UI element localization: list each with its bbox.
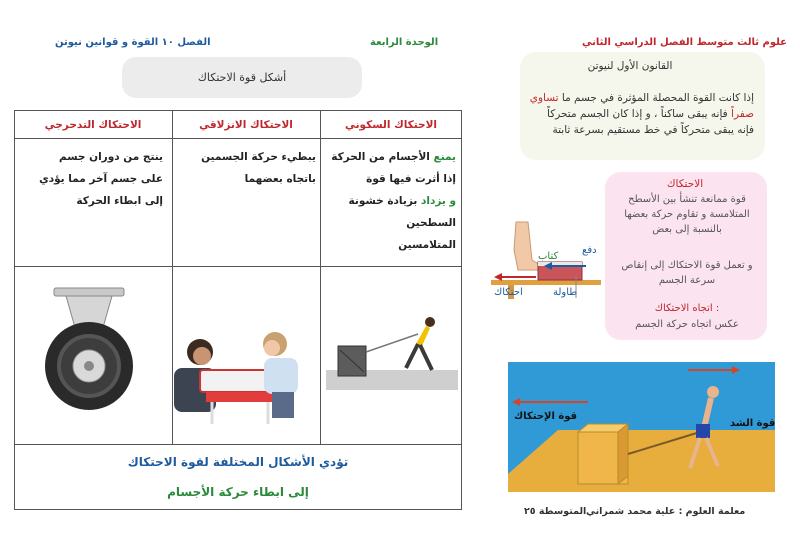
pulling-box-illustration [326,312,458,390]
header-sliding-friction: الاحتكاك الانزلاقي [199,119,293,131]
friction-arrow-head [494,273,502,281]
chapter-title: الفصل ١٠ القوة و قوانين نيوتن [55,37,211,48]
girl-face [264,340,280,356]
school-name: المتوسطة ٢٥ [524,506,587,517]
teacher-name: معلمة العلوم : علية محمد شمراني [586,506,746,517]
static-friction-description [326,146,456,256]
rolling-text: على جسم آخر مما يؤدي [39,173,163,185]
girl-legs [272,392,294,418]
static-text: بزيادة خشونة السطحين [348,195,456,229]
man-leg-back [406,344,418,368]
newton-law-title: القانون الأول لنيوتن [587,60,673,72]
table-surface [491,280,601,285]
rolling-text: ينتج من دوران جسم [58,151,163,163]
table-divider [14,444,462,445]
law-line1-pre: إذا كانت القوة المحصلة المؤثرة في جسم ما [558,92,754,104]
law-line3: فإنه يبقى متحركاً في خط مستقيم بسرعة ثابتة [552,124,754,136]
table-divider [14,266,462,267]
pull-rope [366,334,418,352]
course-title: علوم ثالث متوسط الفصل الدراسي الثاني [582,37,787,48]
caster-wheel-illustration [24,286,154,416]
friction-direction-text: عكس اتجاه حركة الجسم [635,319,739,330]
friction-force-label: قوة الإحتكاك [514,411,578,422]
push-label: دفع [582,245,597,256]
law-line1-word: تساوي [529,92,559,104]
person-shorts [696,424,710,438]
table-label: طاولة [553,287,578,298]
law-line2-word: صفراً [731,108,754,120]
static-highlight: و يزداد [420,195,456,207]
conclusion-line-2: إلى ابطاء حركة الأجسام [167,485,309,499]
axle [84,361,94,371]
table-divider [14,138,462,139]
man-leg-front [420,345,432,370]
conclusion-line-1: تؤدي الأشكال المختلفة لقوة الاحتكاك [127,455,349,469]
man-shirt [416,326,430,346]
sliding-text: يبطيء حركة الجسمين باتجاه بعضهما [201,151,316,185]
header-rolling-friction: الاحتكاك التدحرجي [44,119,142,131]
header-static-friction: الاحتكاك السكوني [344,119,438,131]
man-head [425,317,435,327]
pull-force-label: قوة الشد [730,418,776,429]
unit-title: الوحدة الرابعة [370,37,439,48]
mount-plate [54,288,124,296]
friction-info-title: الاحتكاك [666,178,704,190]
girl-body [264,358,298,394]
sliding-friction-description [176,146,316,190]
table-divider [320,266,321,444]
air-hockey-illustration [160,328,315,428]
static-text: إذا أثرت فيها قوة [366,173,456,185]
static-text: الأجسام من الحركة [331,151,434,163]
boy-face [193,347,211,365]
friction-label: احتكاك [494,287,523,298]
person-head [707,386,719,398]
newton-law-text [522,90,754,138]
hockey-table-side [206,392,274,402]
rolling-text: إلى ابطاء الحركة [76,195,163,207]
friction-effect: و تعمل قوة الاحتكاك إلى إنقاص سرعة الجسم [621,260,753,286]
ground-surface [508,430,775,492]
box-side [618,424,628,484]
law-line2-post: فإنه يبقى ساكناً ، و إذا كان الجسم متحركاً [547,108,732,120]
static-highlight: يمنع [433,151,456,163]
topic-title: أشكل قوة الاحتكاك [122,57,362,98]
static-text: المتلامسين [398,239,456,251]
friction-direction-title: اتجاه الاحتكاك : [654,303,720,314]
finger-hand-illustration [514,222,540,270]
friction-definition: قوة ممانعة تنشأ بين الأسطح المتلامسة و تقاوم حركة بعضها بالنسبة إلى بعض [624,194,750,235]
rolling-friction-description [18,146,163,212]
book-label: كتاب [538,251,559,262]
